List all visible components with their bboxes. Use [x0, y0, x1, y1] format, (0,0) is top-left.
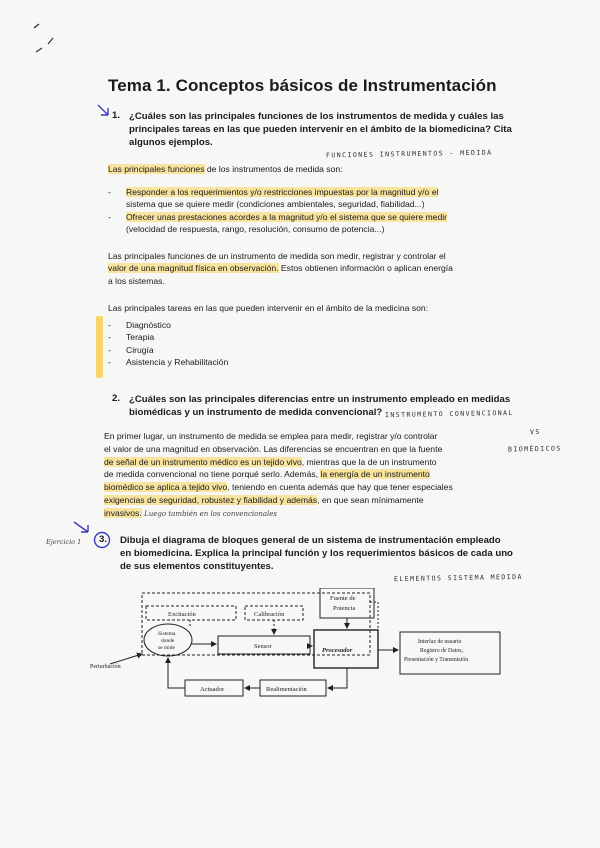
q2-highlight: biomédico se aplica a tejido vivo: [104, 482, 228, 493]
q3-line2: en biomedicina. Explica la principal función y los requerimientos básicos de cada uno: [120, 548, 513, 559]
task-item: - Cirugía: [108, 344, 228, 356]
block-diagram: [90, 588, 510, 708]
interfaz-label-3: Presentación y Transmisión: [404, 657, 469, 663]
q1-number: 1.: [112, 110, 121, 121]
fuente-label-2: Potencia: [333, 605, 356, 612]
q1-para-line3: a los sistemas.: [108, 275, 165, 286]
q2-handwritten-note-3: BIOMÉDICOS: [507, 444, 562, 454]
q2-line1: ¿Cuáles son las principales diferencias entre un instrumento empleado en medidas: [129, 394, 511, 405]
highlighter-mark: [96, 316, 103, 378]
q1-bullet-2: - Ofrecer unas prestaciones acordes a la magnitud y/o el sistema que se quiere medir (velocidad de respuesta, rango, resolución, consumo de potencia...): [108, 211, 447, 235]
q1-bullet2-highlight: Ofrecer unas prestaciones acordes a la magnitud y/o el sistema que se quiere medir: [126, 211, 447, 222]
q1-intro-rest: de los instrumentos de medida son:: [204, 164, 343, 174]
q2-highlight: exigencias de seguridad, robustez y fiabilidad y además: [104, 494, 318, 505]
actuador-label: Actuador: [200, 686, 225, 693]
perturbacion-label: Perturbación: [90, 664, 121, 670]
task-item: - Asistencia y Rehabilitación: [108, 356, 228, 368]
q1-bullet2-rest: (velocidad de respuesta, rango, resolución, consumo de potencia...): [126, 224, 385, 235]
q2-highlight: de señal de un instrumento médico es un tejido vivo: [104, 456, 302, 467]
interfaz-label-2: Registro de Datos,: [420, 648, 463, 654]
check-arrow-icon: [72, 516, 116, 550]
q2-handwritten-note-1: INSTRUMENTO CONVENCIONAL: [384, 408, 514, 420]
q1-functions-list: [108, 186, 518, 236]
q3-question: [120, 534, 535, 573]
q1-intro: [108, 163, 343, 175]
q2-handwritten-note: Luego también en los convencionales: [144, 509, 277, 518]
sistema-label-2: donde: [161, 638, 175, 644]
sensor-label: Sensor: [254, 643, 272, 650]
q3-number: 3.: [99, 534, 108, 545]
q1-para-line1: Las principales funciones de un instrumento de medida son medir, registrar y controlar el: [108, 251, 446, 261]
q2-text: , en que sean mínimamente: [317, 494, 424, 505]
task-item: - Diagnóstico: [108, 319, 228, 331]
q2-line: [104, 507, 512, 521]
q1-tasks-intro: Las principales tareas en las que pueden intervenir en el ámbito de la medicina son:: [108, 303, 429, 313]
q2-text: , teniendo en cuenta además que hay que tener especiales: [227, 482, 453, 493]
q1-para-highlight: valor de una magnitud física en observación.: [108, 263, 279, 274]
q3-line1: Dibuja el diagrama de bloques general de un sistema de instrumentación empleado: [120, 535, 501, 546]
q1-bullet1-rest: sistema que se quiere medir (condiciones ambientales, seguridad, fiabilidad...): [126, 199, 425, 210]
q2-handwritten-note-2: VS: [529, 427, 541, 437]
interfaz-label-1: Interfaz de usuario: [418, 639, 462, 645]
q2-answer: [104, 430, 512, 521]
q2-line: [104, 481, 512, 494]
fuente-label-1: Fuente de: [330, 595, 356, 602]
q2-highlight: invasivos.: [104, 507, 142, 518]
q1-paragraph: [108, 250, 518, 287]
q1-line3: algunos ejemplos.: [129, 137, 213, 148]
q1-tasks-list: [108, 319, 228, 369]
q1-para-rest: Estos obtienen información o aplican energía: [278, 263, 453, 274]
q2-highlight: la energía de un instrumento: [320, 469, 430, 480]
q2-line: [104, 456, 512, 469]
q2-text: de medida convencional no tiene porqué serlo. Además,: [104, 469, 321, 480]
q1-line1: ¿Cuáles son las principales funciones de los instrumentos de medida y cuáles las: [129, 111, 504, 122]
q2-line2-text: biomédicas y un instrumento de medida convencional?: [129, 407, 383, 418]
task-item: - Terapia: [108, 331, 228, 343]
q1-intro-highlight: Las principales funciones: [108, 164, 205, 174]
page-title: Tema 1. Conceptos básicos de Instrumentación: [108, 76, 497, 95]
q3-line3: de sus elementos constituyentes.: [120, 561, 274, 572]
q1-bullet1-highlight: Responder a los requerimientos y/o restricciones impuestas por la magnitud y/o el: [126, 187, 439, 197]
sistema-label-1: Sistema: [158, 631, 176, 637]
q1-question: [129, 110, 519, 149]
q1-bullet-1: - Responder a los requerimientos y/o restricciones impuestas por la magnitud y/o el sistema que se quiere medir (condiciones ambientales, seguridad, fiabilidad...): [108, 187, 439, 210]
q1-para-line2: [108, 262, 518, 274]
q2-line: [104, 468, 512, 481]
q2-line: En primer lugar, un instrumento de medida se emplea para medir, registrar y/o controlar: [104, 431, 438, 441]
realimentacion-label: Realimentación: [266, 686, 307, 693]
q3-margin-note: Ejercicio 1: [46, 538, 82, 546]
pen-marks: [20, 14, 70, 64]
q1-handwritten-note: FUNCIONES INSTRUMENTOS - MEDIDA: [325, 148, 493, 160]
sistema-label-3: se mide: [158, 645, 175, 651]
q3-handwritten-note: ELEMENTOS SISTEMA MEDIDA: [393, 572, 523, 584]
calibracion-label: Calibración: [254, 611, 285, 618]
q2-text: , mientras que la de un instrumento: [301, 456, 437, 467]
q2-number: 2.: [112, 393, 121, 404]
q2-line: [104, 494, 512, 507]
q1-line2: principales tareas en las que pueden intervenir en el ámbito de la biomedicina? Cita: [129, 124, 512, 135]
procesador-label: Procesador: [322, 647, 353, 654]
excitacion-label: Excitación: [168, 611, 196, 618]
q2-line: el valor de una magnitud en observación. Las diferencias se encuentran en que la fuente: [104, 443, 443, 454]
